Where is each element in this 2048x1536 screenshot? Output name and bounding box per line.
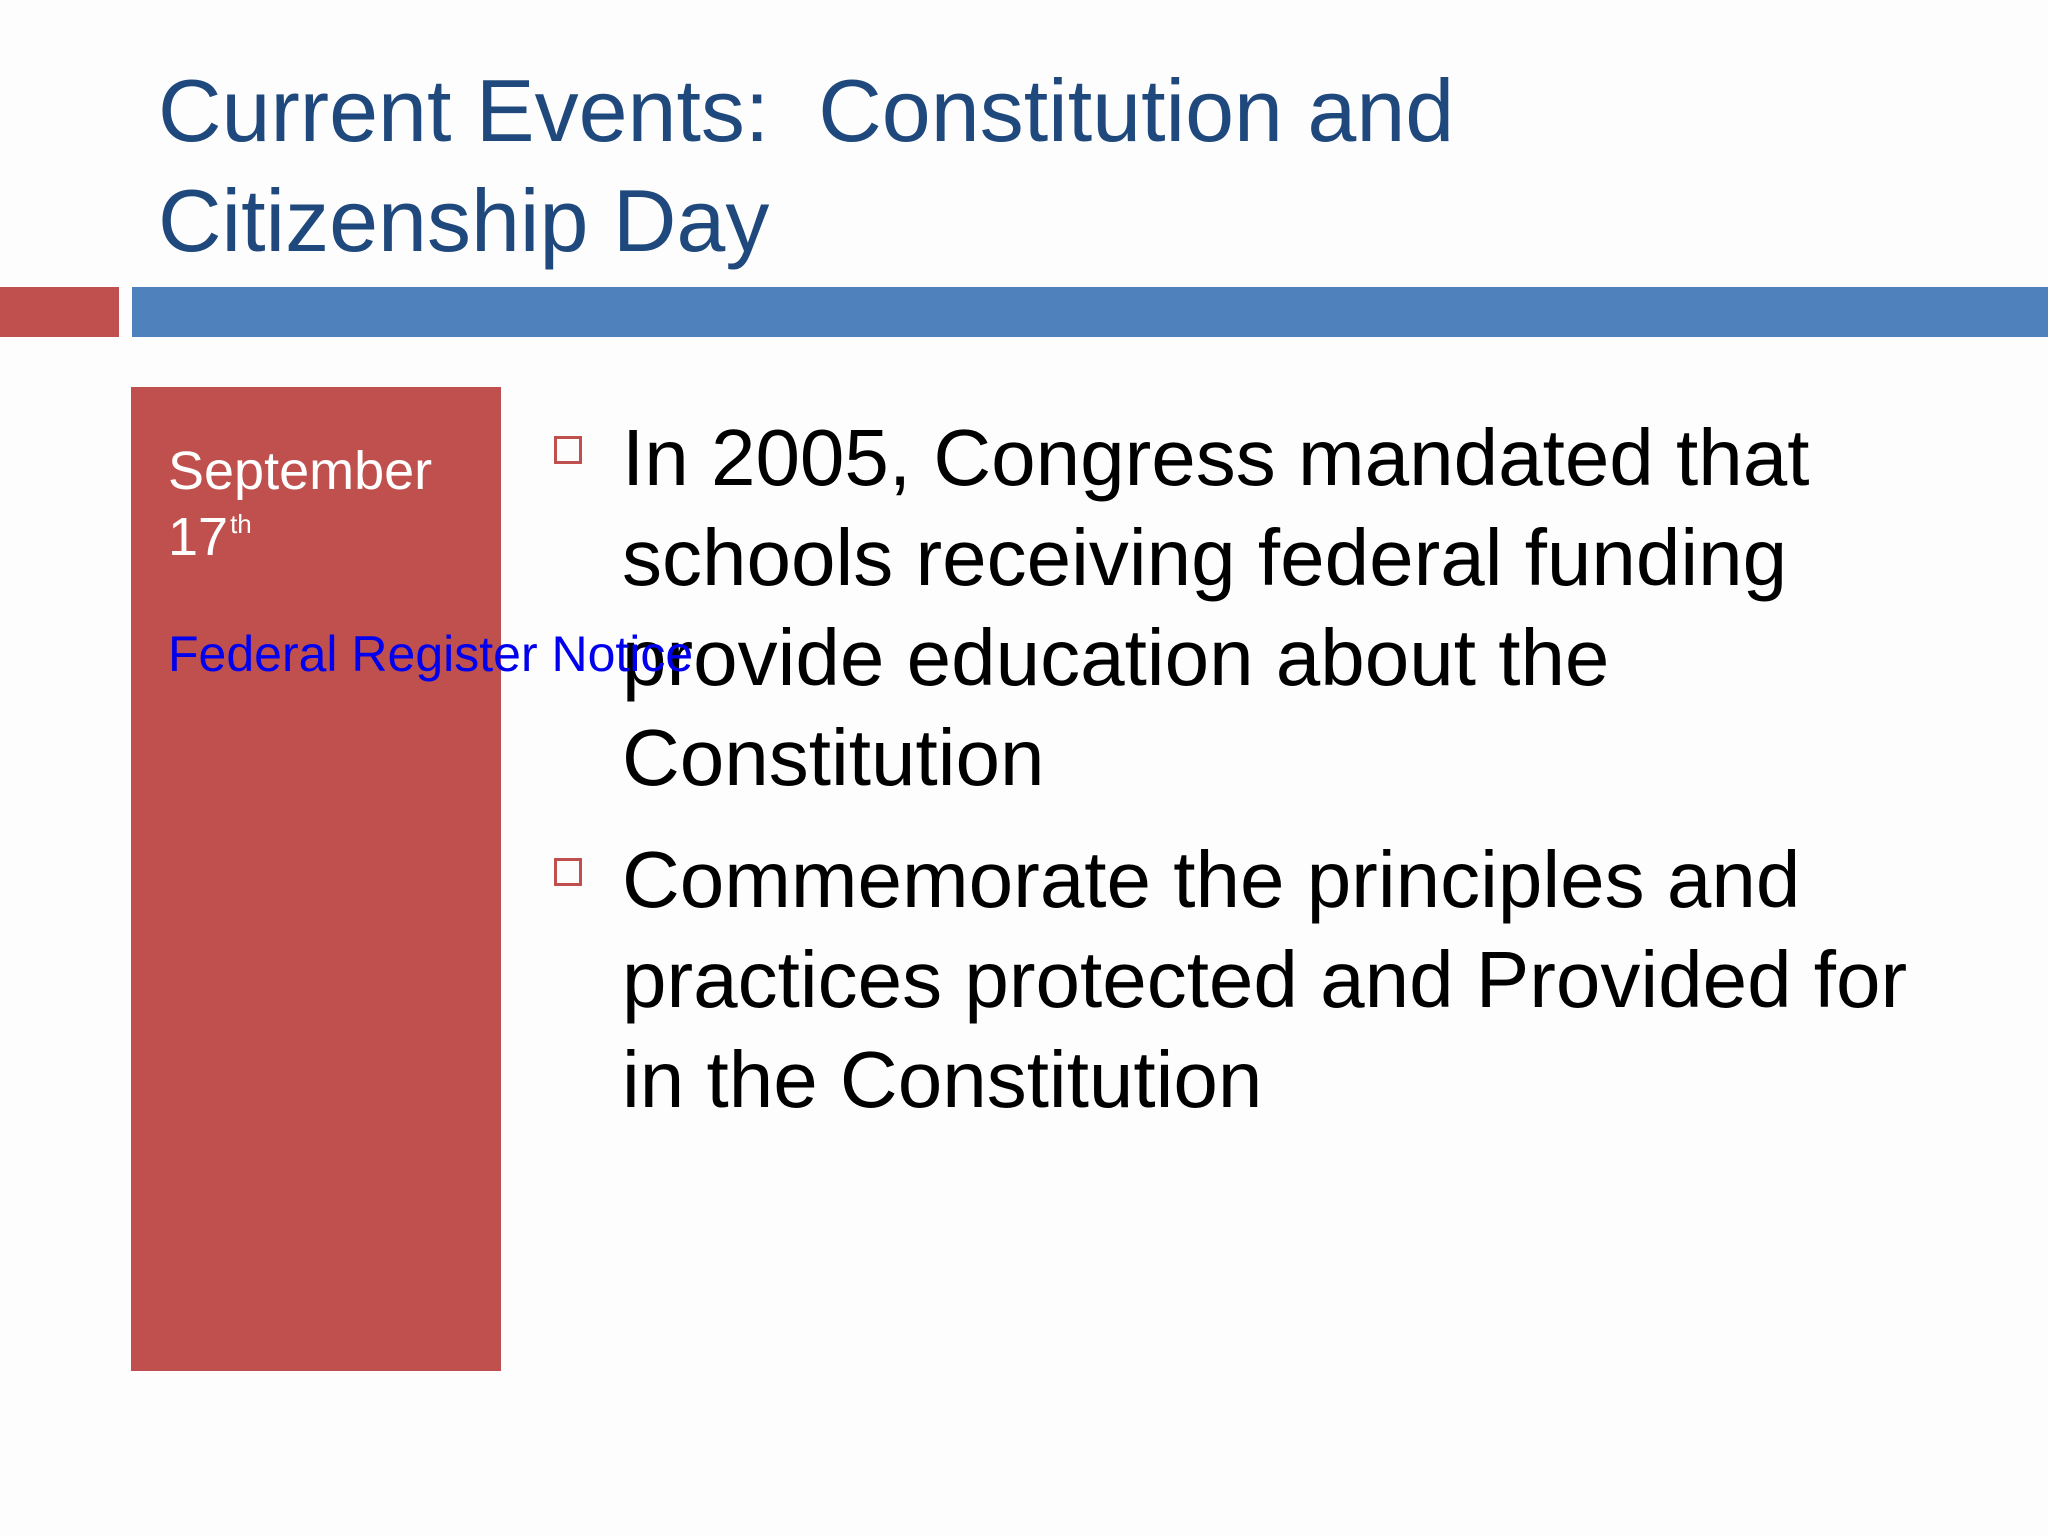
sidebar-date-day: 17	[168, 507, 229, 567]
slide-title-line-1: Current Events: Constitution and	[158, 61, 1455, 160]
title-rule-bar	[132, 287, 2048, 337]
slide-title-line-2: Citizenship Day	[158, 171, 770, 270]
sidebar-date-day-line	[168, 504, 432, 579]
hollow-square-icon	[554, 858, 582, 886]
slide-title	[158, 56, 1958, 276]
bullet-list	[554, 408, 1974, 1152]
bullet-text-2: Commemorate the principles and practices protected and Provided for in the Constitution	[622, 835, 1908, 1124]
sidebar-date-suffix: th	[230, 509, 252, 539]
title-rule-accent	[0, 287, 119, 337]
federal-register-link[interactable]: Federal Register Notice	[168, 626, 694, 682]
sidebar-date-month: September	[168, 441, 433, 501]
hollow-square-icon	[554, 436, 582, 464]
bullet-item	[554, 408, 1974, 808]
sidebar-date	[168, 438, 432, 579]
bullet-item	[554, 830, 1974, 1130]
bullet-text-1: In 2005, Congress mandated that schools receiving federal funding provide education about the Constitution	[622, 413, 1810, 802]
